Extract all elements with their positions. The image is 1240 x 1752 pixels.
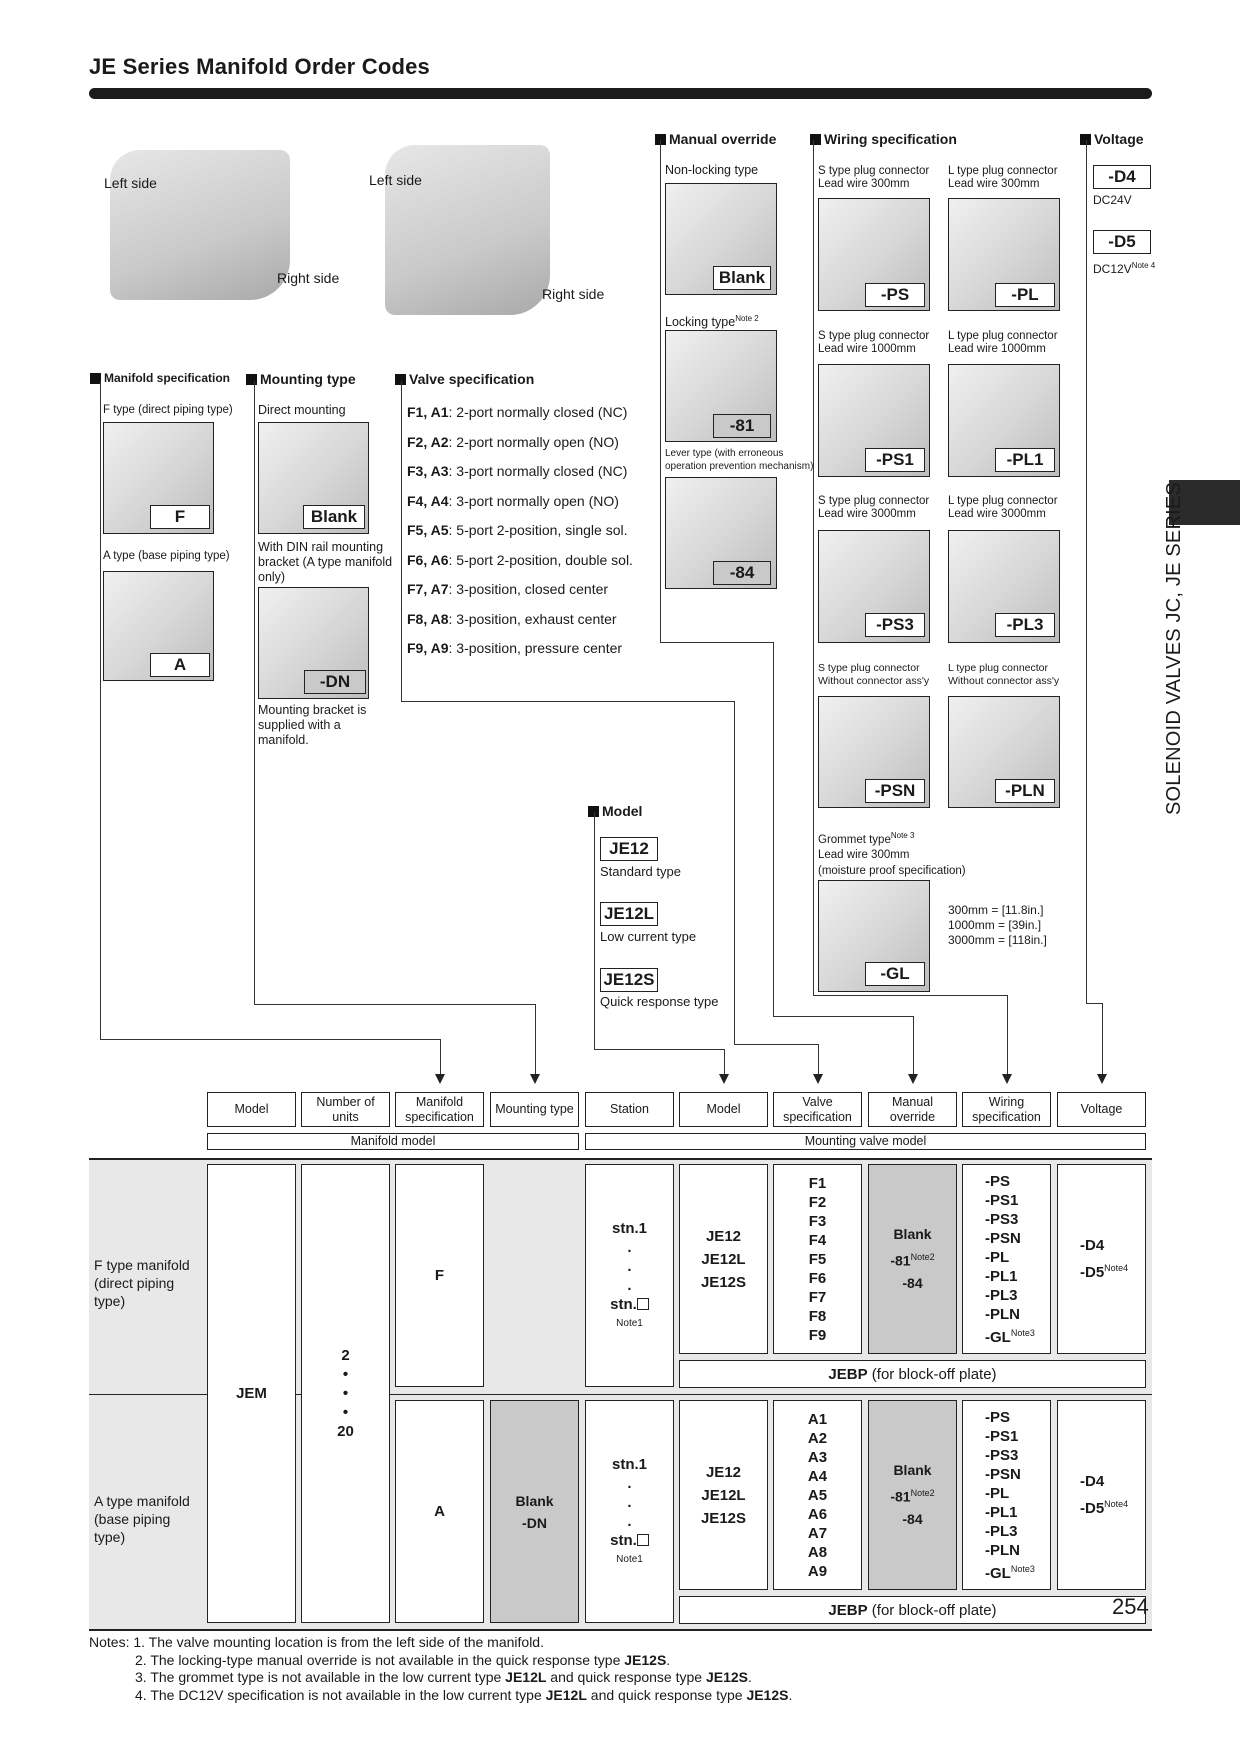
model-desc-quick-response: Quick response type [600, 994, 719, 1009]
col-header-units: Number of units [301, 1092, 390, 1127]
notes: Notes: 1. The valve mounting location is from the left side of the manifold. 2. The locking-type manual override is not available in the quick response type JE12S. 3. The grommet type is not available in the low current type JE12L and quick response type JE12S. 4. The DC12V specification is not available in the low current type JE12L and quick response type JE12S. [89, 1634, 793, 1703]
f-type-code: F [150, 505, 210, 529]
cell-a-spec: A [395, 1400, 484, 1623]
voltage-d5-code: -D5 [1093, 230, 1151, 254]
voltage-d4-desc: DC24V [1093, 193, 1132, 207]
a-type-row-label: A type manifold (base piping type) [94, 1493, 190, 1545]
col-header-manifold-spec: Manifold specification [395, 1092, 484, 1127]
model-code-je12: JE12 [600, 837, 658, 861]
wiring-label: L type plug connector Lead wire 1000mm [948, 330, 1058, 355]
cell-a-override: Blank $-81^{Note2}$ -84 [868, 1400, 957, 1590]
valve-spec-item: F4, A4: 3-port normally open (NO) [407, 492, 619, 509]
voltage-d5-desc: $DC12V^{Note 4}$ [1093, 261, 1156, 276]
wiring-label: S type plug connector Without connector ass'y [818, 662, 930, 687]
cell-f-spec: F [395, 1164, 484, 1387]
nonlocking-label: Non-locking type [665, 163, 759, 177]
title-rule [89, 88, 1152, 99]
photo-1-left-label: Left side [104, 175, 157, 191]
cell-a-valves: A1 A2 A3 A4 A5 A6 A7 A8 A9 [773, 1400, 862, 1590]
wiring-code-ps: -PS [865, 283, 925, 307]
valve-spec-item: F5, A5: 5-port 2-position, single sol. [407, 522, 628, 538]
photo-1-right-label: Right side [277, 270, 340, 286]
cell-a-jebp: JEBP (for block-off plate) [679, 1596, 1146, 1624]
valve-spec-list [407, 402, 633, 668]
cell-f-valves: F1 F2 F3 F4 F5 F6 F7 F8 F9 [773, 1164, 862, 1354]
grommet-label: Grommet type$^{Note 3}$ Lead wire 300mm (moisture proof specification) [818, 831, 966, 877]
mounting-valve-model-span: Mounting valve model [585, 1133, 1146, 1150]
wiring-label: L type plug connector Lead wire 3000mm [948, 495, 1058, 520]
valve-spec-item: F3, A3: 3-port normally closed (NC) [407, 463, 628, 479]
wiring-label: S type plug connector Lead wire 1000mm [818, 330, 930, 355]
voltage-header: Voltage [1080, 131, 1144, 147]
col-header-model2: Model [679, 1092, 768, 1127]
cell-a-mounting: Blank -DN [490, 1400, 579, 1623]
wiring-code-psn: -PSN [865, 779, 925, 803]
voltage-d4-code: -D4 [1093, 165, 1151, 189]
din-mounting-code: -DN [304, 670, 366, 694]
wiring-code-ps1: -PS1 [865, 448, 925, 472]
manifold-model-span: Manifold model [207, 1133, 579, 1150]
lever-code: -84 [713, 561, 771, 585]
valve-spec-header: Valve specification [395, 371, 534, 387]
cell-f-wiring: -PS -PS1 -PS3 -PSN -PL -PL1 -PL3 -PLN $-GL^{Note3}$ [962, 1164, 1051, 1354]
col-header-mounting-type: Mounting type [490, 1092, 579, 1127]
wiring-code-pl3: -PL3 [995, 613, 1055, 637]
wiring-label: S type plug connector Lead wire 300mm [818, 165, 930, 190]
valve-spec-item: F9, A9: 3-position, pressure center [407, 640, 623, 656]
wiring-code-pl: -PL [995, 283, 1055, 307]
valve-spec-item: F6, A6: 5-port 2-position, double sol. [407, 551, 633, 568]
wiring-label: L type plug connector Lead wire 300mm [948, 165, 1058, 190]
mounting-bracket-note: Mounting bracket is supplied with a manifold. [258, 703, 367, 747]
model-desc-low-current: Low current type [600, 929, 697, 944]
cell-a-voltage: -D4 $-D5^{Note4}$ [1057, 1400, 1146, 1590]
wiring-code-pl1: -PL1 [995, 448, 1055, 472]
page-number: 254 [1112, 1594, 1149, 1619]
a-type-code: A [150, 653, 210, 677]
col-header-manual-override: Manual override [868, 1092, 957, 1127]
cell-jem: JEM [207, 1164, 296, 1623]
col-header-model: Model [207, 1092, 296, 1127]
direct-mounting-code: Blank [303, 505, 365, 529]
cell-f-jebp: JEBP (for block-off plate) [679, 1360, 1146, 1388]
manifold-photo-2 [385, 145, 550, 315]
photo-2-right-label: Right side [542, 286, 605, 302]
manifold-photo-1 [110, 150, 290, 300]
cell-units: 2 • • • 20 [301, 1164, 390, 1623]
photo-2-left-label: Left side [369, 172, 422, 188]
valve-spec-item: F7, A7: 3-position, closed center [407, 581, 609, 597]
mounting-type-header: Mounting type [246, 371, 356, 387]
cell-f-station: stn.1 . . . stn. Note1 [585, 1164, 674, 1387]
cell-f-override: Blank $-81^{Note2}$ -84 [868, 1164, 957, 1354]
a-type-label: A type (base piping type) [103, 550, 230, 562]
grommet-code: -GL [865, 962, 925, 986]
col-header-valve-spec: Valve specification [773, 1092, 862, 1127]
valve-spec-item: F2, A2: 2-port normally open (NO) [407, 433, 619, 450]
locking-code: -81 [713, 414, 771, 438]
f-type-row-label: F type manifold (direct piping type) [94, 1257, 190, 1309]
f-type-label: F type (direct piping type) [103, 404, 233, 416]
col-header-voltage: Voltage [1057, 1092, 1146, 1127]
model-desc-standard: Standard type [600, 864, 681, 879]
cell-a-station: stn.1 . . . stn. Note1 [585, 1400, 674, 1623]
manual-override-header: Manual override [655, 131, 776, 147]
side-section-label: SOLENOID VALVES JC, JE SERIES [1163, 482, 1185, 815]
cell-f-models: JE12 JE12L JE12S [679, 1164, 768, 1354]
col-header-wiring: Wiring specification [962, 1092, 1051, 1127]
din-mounting-label: With DIN rail mounting bracket (A type manifold only) [258, 540, 393, 584]
lead-wire-conversion: 300mm = [11.8in.] 1000mm = [39in.] 3000mm = [118in.] [948, 903, 1047, 947]
cell-a-models: JE12 JE12L JE12S [679, 1400, 768, 1590]
cell-f-voltage: -D4 $-D5^{Note4}$ [1057, 1164, 1146, 1354]
direct-mounting-label: Direct mounting [258, 403, 346, 417]
lever-label: Lever type (with erroneous operation prevention mechanism) [665, 448, 814, 472]
nonlocking-code: Blank [713, 266, 771, 290]
manifold-spec-header: Manifold specification [90, 371, 230, 385]
valve-spec-item: F8, A8: 3-position, exhaust center [407, 610, 617, 627]
model-header: Model [588, 803, 642, 819]
cell-a-wiring: -PS -PS1 -PS3 -PSN -PL -PL1 -PL3 -PLN $-GL^{Note3}$ [962, 1400, 1051, 1590]
model-code-je12s: JE12S [600, 968, 658, 992]
col-header-station: Station [585, 1092, 674, 1127]
model-code-je12l: JE12L [600, 902, 658, 926]
wiring-spec-header: Wiring specification [810, 131, 957, 147]
locking-label: Locking type$^{Note 2}$ [665, 314, 759, 330]
wiring-label: L type plug connector Without connector ass'y [948, 662, 1060, 687]
page-title: JE Series Manifold Order Codes [89, 54, 430, 79]
wiring-label: S type plug connector Lead wire 3000mm [818, 495, 930, 520]
valve-spec-item: F1, A1: 2-port normally closed (NC) [407, 404, 628, 420]
wiring-code-pln: -PLN [995, 779, 1055, 803]
wiring-code-ps3: -PS3 [865, 613, 925, 637]
